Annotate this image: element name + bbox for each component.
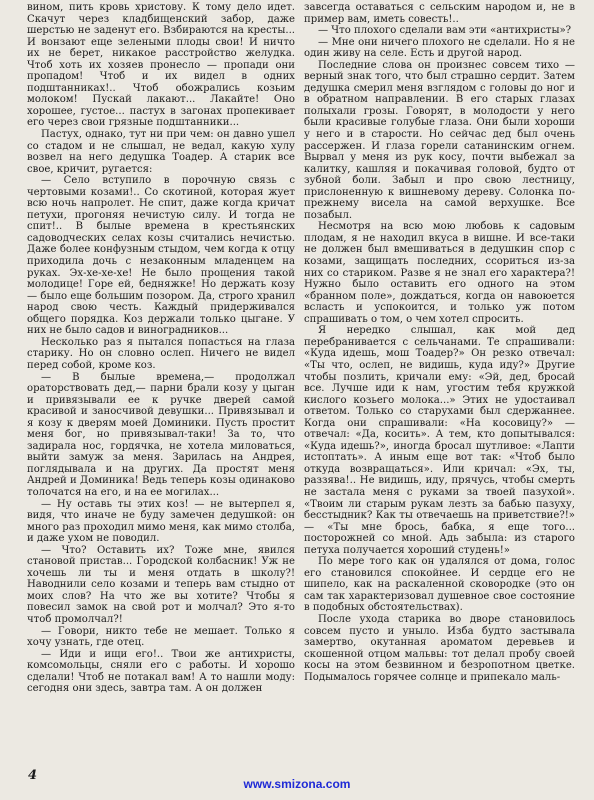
paragraph: — Говори, никто тебе не мешает. Только я хочу узнать, где отец.: [27, 625, 295, 649]
left-column: [27, 2, 295, 695]
footer-url[interactable]: www.smizona.com: [243, 777, 351, 791]
paragraph: Я нередко слышал, как мой дед перебранивается с сельчанами. Те спрашивали: «Куда идешь, мош Тоадер?» Он резко отвечал: «Ты что, ослеп, не видишь, куда иду?» Другие чтобы позлить, кричали ему: «Эй, дед, бросай все. Лучше иди к нам, угостим тебя кружкой кислого козьего молока...» Этих не удостаивал ответом. Только со старухами был сдержаннее. Когда они спрашивали: «На косовицу?» — отвечал: «Да, косить». А тем, кто допытывался: «Куда идешь?», иногда бросал шутливое: «Лапти истоптать». А иным еще вот так: «Чтоб было откуда возвращаться». Или кричал: «Эх, ты, раззява!.. Не видишь, иду, прячусь, чтобы смерть не застала меня с руками за твоей пазухой». «Твоим ли старым рукам лезть за бабью пазуху, бесстыдник? Как ты отвечаешь на приветствие?!» — «Ты мне брось, бабка, я еще того... посторожней со мной. Адь забыла: из старого петуха получается хороший студень!»: [304, 325, 575, 556]
page-number: 4: [28, 768, 38, 783]
paragraph: Пастух, однако, тут ни при чем: он давно ушел со стадом и не слышал, не ведал, какую хулу возвел на него дедушка Тоадер. А старик все свое, кричит, ругается:: [27, 129, 295, 175]
paragraph: вином, пить кровь христову. К тому дело идет. Скачут через кладбищенский забор, даже шерстью не заденут его. Взбираются на кресты... И вонзают еще зелеными плоды свои! И ничто их не берет, никакое расстройство желудка. Чтоб хоть их хозяев пронесло — пропади они пропадом! Чтоб и их видел в одних подштанниках!.. Чтоб обожрались козьим молоком! Пускай лакают... Лакайте! Оно хорошее, густое... пастух в загонах пропекивает его через свои грязные подштанники...: [27, 2, 295, 129]
paragraph: После ухода старика во дворе становилось совсем пусто и уныло. Изба будто застывала замертво, окутанная ароматом деревьев и скошенной отцом мальвы: тот делал пробу своей косы на этом безвинном и безропотном цветке. Подымалось горячее солнце и припекало маль-: [304, 613, 575, 683]
paragraph: — Село вступило в порочную связь с чертовыми козами!.. Со скотиной, которая жует всю ночь напролет. Не спит, даже когда кричат петухи, прогоняя нечистую силу. И тогда не спит!.. В былые времена в крестьянских садоводческих селах козы считались нечистью. Даже более конфузным стыдом, чем когда к отцу приходила дочь с незаконным младенцем на руках. Эх-хе-хе-хе! Не было прощения такой молодице! Горе ей, бедняжке! Но держать козу — было еще большим позором. Да, строго хранил народ свою честь. Каждый придерживался общего порядка. Коз держали только цыгане. У них не было садов и виноградников...: [27, 175, 295, 337]
paragraph: — Что? Оставить их? Тоже мне, явился становой пристав... Городской колбасник! Уж не хочешь ли ты и меня отдать в школу?! Наводнили село козами и теперь вам стыдно от моих слов? На что же вы хотите? Чтобы я повесил замок на свой рот и молчал? Это я-то чтоб промолчал?!: [27, 544, 295, 625]
paragraph: — Мне они ничего плохого не сделали. Но я не один живу на селе. Есть и другой народ.: [304, 36, 575, 60]
paragraph: Последние слова он произнес совсем тихо — верный знак того, что был страшно сердит. Затем дедушка смерил меня взглядом с головы до ног и в обратном направлении. В его старых глазах полыхали грозы. Говорят, в молодости у него были красивые голубые глаза. Они были хороши у него и в старости. Но сейчас дед был очень рассержен. И глаза горели сатанинским огнем. Вырвал у меня из рук косу, почти выбежал за калитку, кашляя и покачивая головой, будто от зубной боли. Забыл и про свою лестницу, прислоненную к вишневому дереву. Солонка по-прежнему висела на самой верхушке. Все позабыл.: [304, 59, 575, 221]
right-column: [304, 2, 575, 683]
paragraph: Несколько раз я пытался попасться на глаза старику. Но он словно ослеп. Ничего не видел перед собой, кроме коз.: [27, 336, 295, 371]
paragraph: По мере того как он удалялся от дома, голос его становился спокойнее. И сердце его не шипело, как на раскаленной сковородке (это он сам так характеризовал душевное свое состояние в подобных обстоятельствах).: [304, 556, 575, 614]
paragraph: завсегда оставаться с сельским народом и, не в пример вам, иметь совесть!..: [304, 2, 575, 25]
paragraph: — В былые времена,— продолжал ораторствовать дед,— парни брали козу у цыган и привязывали ее к ручке дверей самой красивой и заносчивой девушки... Привязывал и я козу к дверям моей Доминики. Пусть простит меня бог, но привязывал-таки! За то, что задирала нос, гордячка, не хотела миловаться, выйти замуж за меня. Зарилась на Андрея, поглядывала и на других. Да простят меня Андрей и Доминика! Ведь теперь козы одинаково толочатся на его, и на ее могилах...: [27, 371, 295, 498]
paragraph: — Ну оставь ты этих коз! — не вытерпел я, видя, что иначе не буду замечен дедушкой: он много раз проходил мимо меня, как мимо столба, и даже ухом не поводил.: [27, 498, 295, 545]
paragraph: — Иди и ищи его!.. Твои же антихристы, комсомольцы, сняли его с работы. И хорошо сделали! Чтоб не потакал вам! А то нашли моду: сегодня они здесь, завтра там. А он должен: [27, 648, 295, 695]
paragraph: Несмотря на всю мою любовь к садовым плодам, я не находил вкуса в вишне. И все-таки не должен был вмешиваться в дедушкин спор с козами, защищать последних, ссориться из-за них со стариком. Разве я не знал его характера?! Нужно было оставить его одного на этом «бранном поле», дождаться, когда он навоюется всласть и успокоится, и только уж потом спрашивать о том, о чем хотел спросить.: [304, 221, 575, 325]
paragraph: — Что плохого сделали вам эти «антихристы»?: [318, 25, 572, 37]
